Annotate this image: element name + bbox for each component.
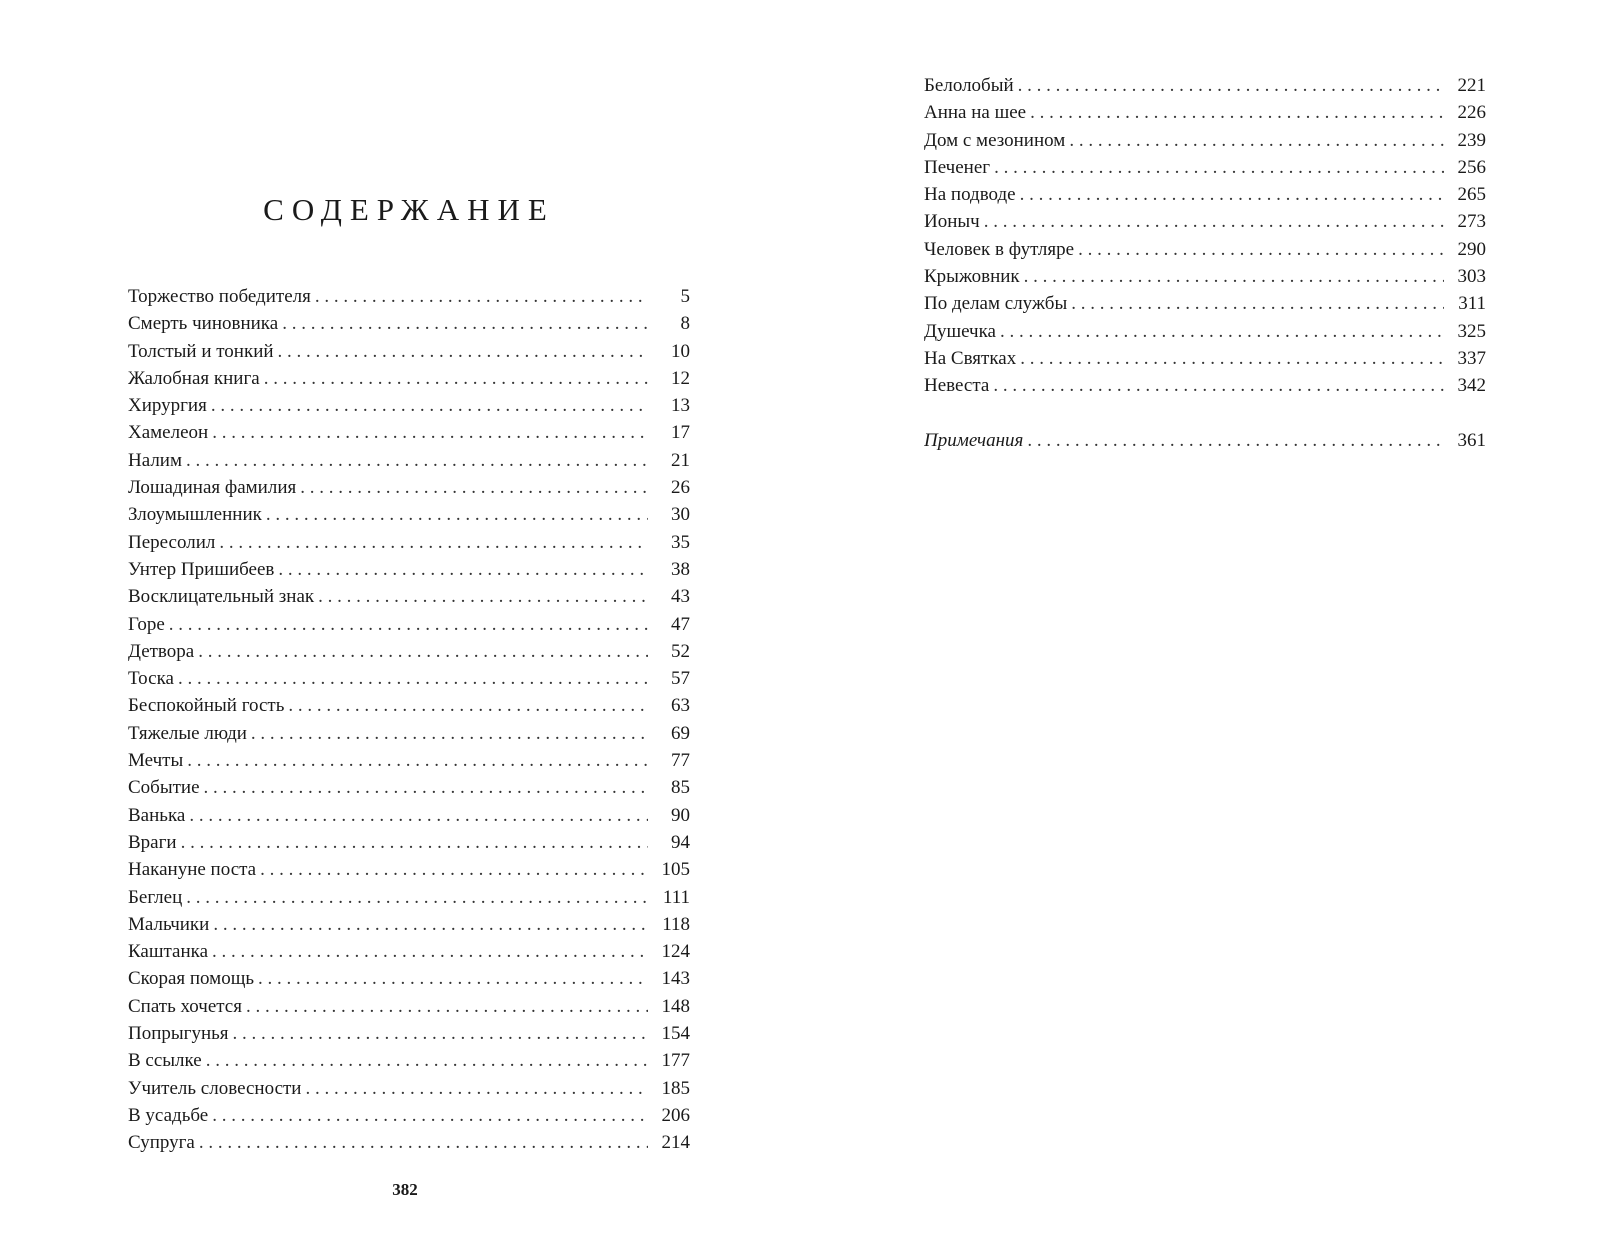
toc-entry-page: 273 (1457, 211, 1486, 233)
toc-entry (128, 774, 690, 801)
toc-entry (128, 665, 690, 692)
dot-leader (282, 310, 648, 337)
toc-entry-title: Мальчики (128, 913, 210, 935)
dot-leader (264, 365, 648, 392)
toc-entry (128, 474, 690, 501)
toc-entry (128, 1129, 690, 1156)
toc-entry-title: Горе (128, 613, 165, 635)
dot-leader (199, 1129, 648, 1156)
toc-entry (128, 283, 690, 310)
toc-entry-page: 63 (671, 695, 690, 717)
toc-entry (128, 1047, 690, 1074)
dot-leader (315, 283, 648, 310)
dot-leader (1020, 345, 1444, 372)
toc-entry (128, 1020, 690, 1047)
toc-entry-title: На подводе (924, 184, 1016, 206)
toc-entry-title: Попрыгунья (128, 1023, 229, 1045)
toc-entry-page: 256 (1457, 156, 1486, 178)
toc-entry-title: Невеста (924, 375, 990, 397)
toc-entry-page: 12 (671, 367, 690, 389)
toc-entry (128, 1102, 690, 1129)
dot-leader (213, 911, 648, 938)
toc-entry (128, 884, 690, 911)
toc-entry (128, 965, 690, 992)
toc-entry-title: На Святках (924, 347, 1017, 369)
dot-leader (1000, 318, 1444, 345)
toc-entry-title: Примечания (924, 429, 1024, 451)
toc-entry (128, 392, 690, 419)
toc-entry (924, 154, 1486, 181)
dot-leader (186, 447, 648, 474)
dot-leader (219, 529, 648, 556)
toc-entry (924, 72, 1486, 99)
dot-leader (251, 720, 648, 747)
dot-leader (278, 556, 648, 583)
dot-leader (288, 692, 648, 719)
toc-entry-page: 13 (671, 395, 690, 417)
toc-entry (128, 993, 690, 1020)
toc-entry (924, 181, 1486, 208)
dot-leader (212, 419, 648, 446)
toc-entry-title: Спать хочется (128, 995, 242, 1017)
toc-entry-title: Каштанка (128, 941, 208, 963)
page-title: СОДЕРЖАНИЕ (263, 192, 555, 227)
toc-entry-page: 43 (671, 586, 690, 608)
toc-entry (128, 856, 690, 883)
toc-entry-page: 154 (661, 1023, 690, 1045)
toc-entry-page: 265 (1457, 184, 1486, 206)
dot-leader (1069, 127, 1444, 154)
toc-entry (924, 372, 1486, 399)
toc-entry-title: Печенег (924, 156, 991, 178)
dot-leader (178, 665, 648, 692)
toc-entry-title: Учитель словесности (128, 1077, 302, 1099)
dot-leader (1018, 72, 1444, 99)
dot-leader (305, 1075, 648, 1102)
toc-entry-page: 26 (671, 477, 690, 499)
dot-leader (212, 938, 648, 965)
toc-entry-title: Смерть чиновника (128, 313, 279, 335)
toc-entry (128, 365, 690, 392)
toc-entry-title: Беспокойный гость (128, 695, 285, 717)
toc-entry-page: 177 (661, 1050, 690, 1072)
dot-leader (187, 747, 648, 774)
toc-entry-title: Тоска (128, 668, 174, 690)
toc-entry (924, 236, 1486, 263)
dot-leader (189, 802, 648, 829)
page-number: 382 (392, 1180, 418, 1199)
toc-entry-page: 57 (671, 668, 690, 690)
toc-entry (128, 1075, 690, 1102)
toc-entry-page: 5 (680, 286, 690, 307)
toc-entry-title: Налим (128, 449, 182, 471)
toc-entry (924, 127, 1486, 154)
toc-entry (128, 911, 690, 938)
toc-entry (128, 419, 690, 446)
toc-entry-page: 35 (671, 531, 690, 553)
toc-entry-title: Ионыч (924, 211, 980, 233)
toc-entry-page: 47 (671, 613, 690, 635)
toc-entry-page: 290 (1457, 238, 1486, 260)
toc-entry-title: Злоумышленник (128, 504, 262, 526)
toc-entry-title: Дом с мезонином (924, 129, 1066, 151)
toc-entry-page: 303 (1457, 266, 1486, 288)
toc-entry-title: В ссылке (128, 1050, 202, 1072)
toc-entry-page: 111 (662, 886, 690, 908)
toc-entry (128, 529, 690, 556)
dot-leader (233, 1020, 648, 1047)
toc-entry-title: Восклицательный знак (128, 586, 315, 608)
dot-leader (258, 965, 648, 992)
toc-entry-page: 85 (671, 777, 690, 799)
dot-leader (206, 1047, 648, 1074)
toc-entry-title: Враги (128, 831, 177, 853)
toc-entry-page: 214 (661, 1132, 690, 1154)
toc-entry-page: 124 (661, 941, 690, 963)
toc-entry-page: 221 (1457, 75, 1486, 96)
toc-entry-page: 69 (671, 722, 690, 744)
toc-entry-title: Беглец (128, 886, 183, 908)
toc-entry-title: Событие (128, 777, 200, 799)
toc-entry-title: По делам службы (924, 293, 1068, 315)
toc-entry-title: Унтер Пришибеев (128, 558, 275, 580)
dot-leader (278, 338, 648, 365)
toc-entry-title: Анна на шее (924, 102, 1027, 124)
toc-entry-page: 38 (671, 558, 690, 580)
toc-entry-title: Ванька (128, 804, 186, 826)
toc-entry (128, 447, 690, 474)
toc-entry-page: 105 (661, 859, 690, 881)
toc-entry-title: Человек в футляре (924, 238, 1075, 260)
toc-entry-page: 21 (671, 449, 690, 471)
dot-leader (993, 372, 1444, 399)
toc-entry-page: 337 (1457, 347, 1486, 369)
toc-entry-page: 206 (661, 1104, 690, 1126)
toc-entry-page: 361 (1457, 429, 1486, 451)
toc-entry-page: 325 (1457, 320, 1486, 342)
toc-entry-page: 77 (671, 750, 690, 772)
toc-entry (128, 310, 690, 337)
dot-leader (186, 884, 648, 911)
toc-entry-page: 8 (680, 313, 690, 335)
toc-entry-title: В усадьбе (128, 1104, 209, 1126)
toc-entry-title: Лошадиная фамилия (128, 477, 297, 499)
dot-leader (198, 638, 648, 665)
toc-entry (924, 290, 1486, 317)
dot-leader (300, 474, 648, 501)
toc-entry-page: 148 (661, 995, 690, 1017)
dot-leader (246, 993, 648, 1020)
dot-leader (1071, 290, 1444, 317)
toc-entry-page: 30 (671, 504, 690, 526)
toc-entry-title: Пересолил (128, 531, 216, 553)
toc-entry-title: Жалобная книга (128, 367, 260, 389)
toc-entry (924, 318, 1486, 345)
toc-entry-page: 143 (661, 968, 690, 990)
toc-entry (128, 720, 690, 747)
toc-entry-page: 17 (671, 422, 690, 444)
toc-entry (924, 427, 1486, 454)
toc-entry (924, 208, 1486, 235)
dot-leader (1020, 181, 1444, 208)
toc-entry-title: Душечка (924, 320, 996, 342)
toc-entry-page: 90 (671, 804, 690, 826)
dot-leader (266, 501, 648, 528)
toc-entry-title: Накануне поста (128, 859, 257, 881)
toc-list-left (128, 283, 690, 1157)
toc-entry-page: 226 (1457, 102, 1486, 124)
toc-entry-title: Скорая помощь (128, 968, 254, 990)
dot-leader (181, 829, 648, 856)
toc-entry (128, 501, 690, 528)
dot-leader (1030, 99, 1444, 126)
toc-entry (128, 638, 690, 665)
dot-leader (1027, 427, 1444, 454)
toc-entry (924, 263, 1486, 290)
toc-entry (128, 556, 690, 583)
toc-entry-page: 239 (1457, 129, 1486, 151)
toc-entry (128, 802, 690, 829)
toc-entry-title: Мечты (128, 750, 184, 772)
dot-leader (212, 1102, 648, 1129)
dot-leader (169, 611, 648, 638)
toc-entry (128, 938, 690, 965)
dot-leader (1078, 236, 1444, 263)
toc-entry-page: 10 (671, 340, 690, 362)
toc-entry (128, 583, 690, 610)
toc-entry-page: 94 (671, 831, 690, 853)
toc-entry (128, 611, 690, 638)
toc-entry-title: Супруга (128, 1132, 195, 1154)
toc-entry-title: Белолобый (924, 75, 1014, 96)
toc-entry-page: 118 (662, 913, 690, 935)
toc-entry-page: 185 (661, 1077, 690, 1099)
right-page (800, 0, 1600, 1245)
toc-entry-page: 342 (1457, 375, 1486, 397)
toc-list-right (924, 72, 1486, 454)
toc-entry-title: Толстый и тонкий (128, 340, 274, 362)
dot-leader (984, 208, 1444, 235)
dot-leader (260, 856, 648, 883)
dot-leader (994, 154, 1444, 181)
toc-entry-title: Детвора (128, 640, 195, 662)
toc-entry-title: Торжество победителя (128, 286, 311, 307)
toc-entry (128, 338, 690, 365)
dot-leader (204, 774, 648, 801)
toc-entry-title: Хамелеон (128, 422, 209, 444)
toc-entry (924, 99, 1486, 126)
toc-entry (924, 345, 1486, 372)
dot-leader (1024, 263, 1444, 290)
dot-leader (211, 392, 648, 419)
toc-entry-title: Крыжовник (924, 266, 1020, 288)
toc-entry-page: 311 (1458, 293, 1486, 315)
toc-entry (128, 829, 690, 856)
toc-entry (128, 692, 690, 719)
toc-entry (128, 747, 690, 774)
toc-entry-title: Хирургия (128, 395, 207, 417)
toc-entry-page: 52 (671, 640, 690, 662)
toc-entry-title: Тяжелые люди (128, 722, 247, 744)
dot-leader (318, 583, 648, 610)
